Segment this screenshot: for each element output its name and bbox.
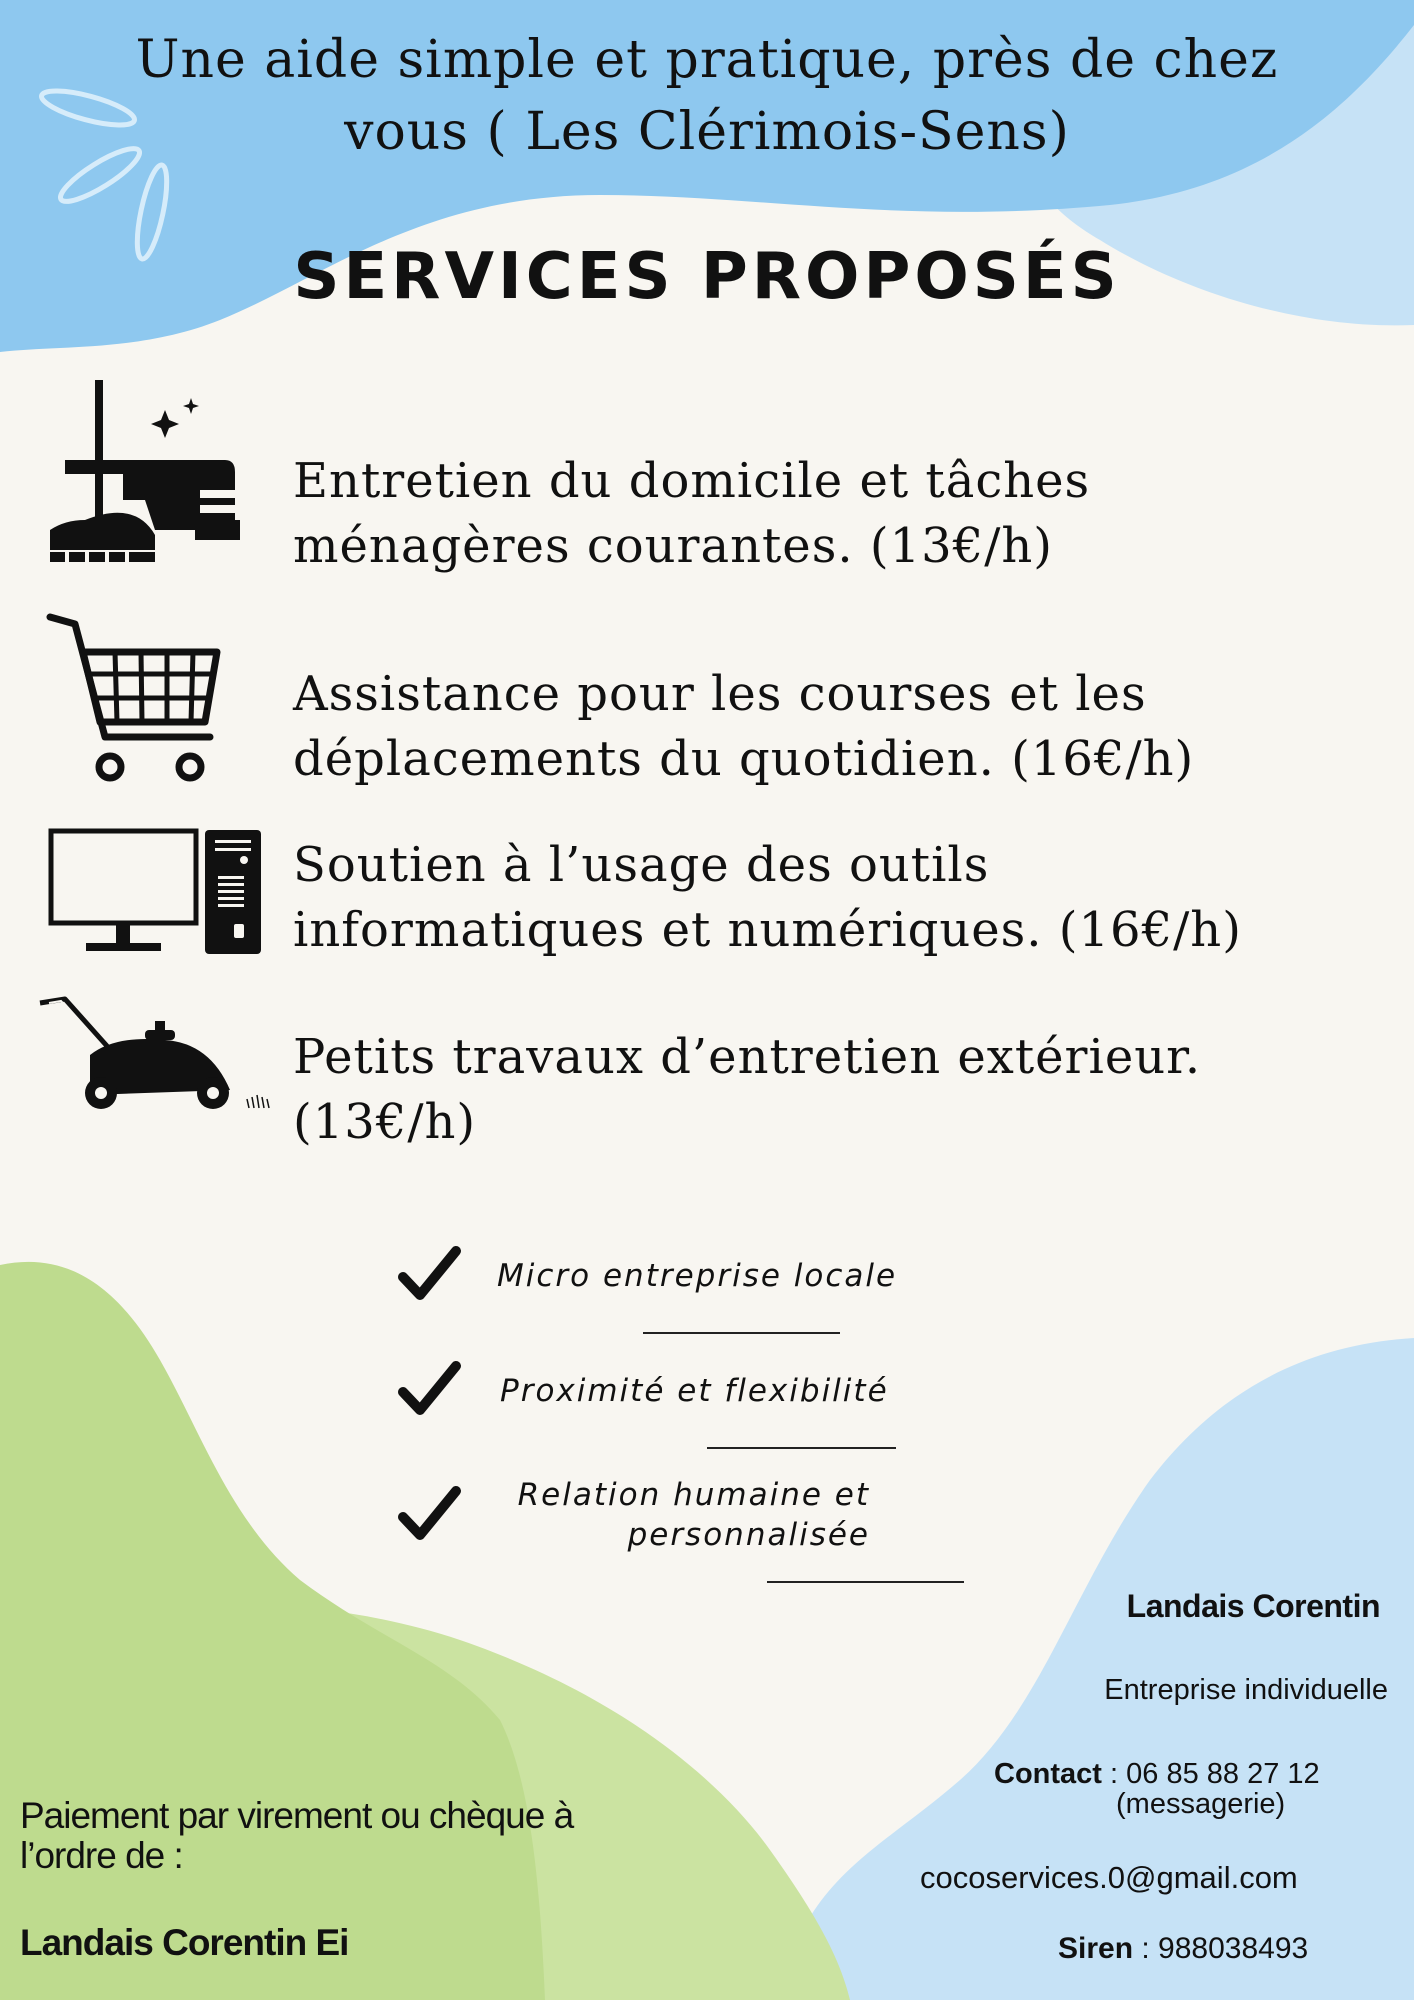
- payment-payee: Landais Corentin Ei: [20, 1922, 349, 1963]
- contact-email[interactable]: cocoservices.0@gmail.com: [920, 1860, 1298, 1895]
- desktop-computer-icon: [48, 828, 263, 958]
- service-garden-text: Petits travaux d’entretien extérieur. (13€/h): [293, 1029, 1202, 1150]
- checkmark-icon: [398, 1360, 462, 1418]
- feature-local-text: Micro entreprise locale: [497, 1258, 898, 1294]
- contact-phone-line: [994, 1758, 1320, 1791]
- contact-label: Contact: [994, 1758, 1102, 1790]
- feature-proximity-text: Proximité et flexibilité: [500, 1373, 889, 1409]
- siren-value: : 988038493: [1133, 1932, 1309, 1965]
- section-title: SERVICES PROPOSÉS: [293, 240, 1121, 314]
- service-computer-text: Soutien à l’usage des outils informatiques et numériques. (16€/h): [293, 837, 1242, 958]
- payment-line2: l’ordre de :: [20, 1835, 183, 1876]
- siren-label: Siren: [1058, 1932, 1134, 1965]
- bottom-blue-blob: [780, 1338, 1414, 2000]
- payment-instructions: [20, 1796, 573, 1876]
- payment-line1: Paiement par virement ou chèque à: [20, 1795, 574, 1836]
- checkmark-icon: [398, 1245, 462, 1303]
- contact-name: Landais Corentin: [1126, 1588, 1380, 1624]
- service-shopping-text: Assistance pour les courses et les déplacements du quotidien. (16€/h): [293, 666, 1195, 787]
- checkmark-icon: [398, 1485, 462, 1543]
- feature-local-underline: [643, 1332, 840, 1334]
- headline: Une aide simple et pratique, près de chez vous ( Les Clérimois-Sens): [135, 30, 1279, 162]
- contact-business-type: Entreprise individuelle: [1104, 1674, 1388, 1706]
- feature-relation-line2: personnalisée: [627, 1517, 870, 1553]
- contact-phone[interactable]: : 06 85 88 27 12: [1101, 1758, 1320, 1790]
- feature-relation-underline: [767, 1581, 964, 1583]
- contact-phone-note: (messagerie): [1116, 1788, 1286, 1820]
- bottom-green-blob: [0, 1262, 545, 2000]
- service-cleaning-text: Entretien du domicile et tâches ménagères courantes. (13€/h): [293, 453, 1091, 574]
- feature-relation-line1: Relation humaine et: [517, 1477, 870, 1513]
- lawn-mower-icon: [35, 995, 280, 1120]
- shopping-cart-icon: [45, 612, 225, 782]
- feature-proximity-underline: [707, 1447, 896, 1449]
- siren-line: [1058, 1932, 1308, 1966]
- feature-relation-text: [500, 1475, 870, 1555]
- cleaning-supplies-icon: [45, 380, 245, 570]
